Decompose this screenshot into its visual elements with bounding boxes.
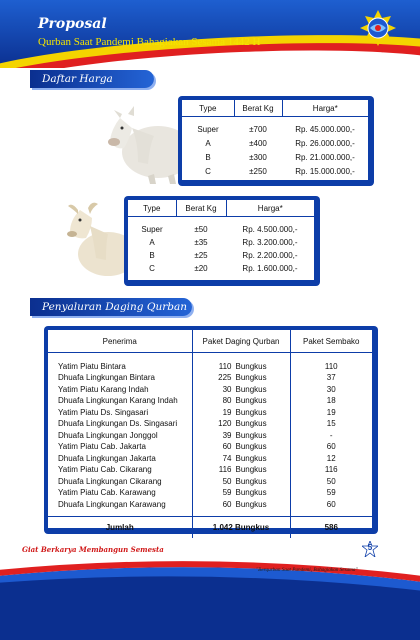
recipient-cell: Dhuafa Lingkungan Ds. Singasari [48,418,192,430]
weight-cell: ±400 [249,139,267,148]
meat-package-cell [192,372,290,384]
type-cell: B [205,153,211,162]
sembako-cell: - [329,430,333,440]
meat-package-cell [192,476,290,488]
meat-unit: Bungkus [235,384,267,394]
meat-unit: Bungkus [235,361,267,371]
recipient-cell: Yatim Piatu Cab. Cikarang [48,464,192,476]
weight-cell: ±700 [249,125,267,134]
sembako-cell: 30 [326,384,336,394]
table-row [48,499,372,511]
meat-count: 80 [222,396,232,406]
recipient-cell: Yatim Piatu Karang Indah [48,384,192,396]
meat-count: 225 [218,373,232,383]
footer-slogan: Giat Berkarya Membangun Semesta [22,545,164,554]
distribution-table [48,330,372,538]
meat-unit: Bungkus [235,407,267,417]
meat-package-cell [192,361,290,373]
type-cell: C [205,167,211,176]
table-row [48,453,372,465]
table-row [182,165,368,179]
sembako-cell: 18 [326,396,336,406]
meat-package-cell [192,441,290,453]
meat-count: 60 [222,442,232,452]
table-row [48,407,372,419]
total-row [48,516,372,538]
meat-package-cell [192,453,290,465]
sembako-cell: 59 [326,488,336,498]
meat-unit: Bungkus [235,488,267,498]
recipient-cell: Dhuafa Lingkungan Jonggol [48,430,192,442]
sembako-cell: 110 [324,361,338,371]
page-number: 5 [367,543,373,552]
meat-count: 120 [218,419,232,429]
price-cell: Rp. 15.000.000,- [295,167,355,176]
meat-package-cell [192,464,290,476]
meat-unit: Bungkus [235,419,267,429]
table-row [48,441,372,453]
type-cell: B [149,250,155,260]
meat-count: 59 [222,488,232,498]
price-cell: Rp. 4.500.000,- [242,224,298,234]
meat-unit: Bungkus [235,430,267,440]
cow-image [98,92,188,184]
sembako-cell: 37 [326,373,336,383]
meat-count: 39 [222,430,232,440]
meat-count: 74 [222,453,232,463]
distribution-table-panel [44,326,378,534]
cattle-table-header [182,100,368,117]
meat-count: 116 [218,465,232,475]
recipient-cell: Yatim Piatu Cab. Karawang [48,487,192,499]
sembako-cell: 12 [326,453,336,463]
meat-count: 60 [222,499,232,509]
meat-unit: Bungkus [235,442,267,452]
recipient-cell: Dhuafa Lingkungan Jakarta [48,453,192,465]
meat-unit: Bungkus [235,396,267,406]
total-sembako: 586 [290,516,372,538]
distribution-table-header [48,330,372,353]
recipient-cell: Yatim Piatu Ds. Singasari [48,407,192,419]
column-header: Harga* [226,200,314,217]
distribution-table-body [48,361,372,511]
column-header: Paket Daging Qurban [192,330,290,353]
column-header: Paket Sembako [290,330,372,353]
column-header: Type [128,200,176,217]
recipient-cell: Yatim Piatu Cab. Jakarta [48,441,192,453]
cattle-price-table [178,96,374,186]
footer-quote: "Berqurban Saat Pandemi, Bahagiakan Sesama" [256,567,358,573]
table-row [182,151,368,165]
table-row [182,137,368,151]
meat-unit: Bungkus [235,499,267,509]
sembako-cell: 19 [326,407,336,417]
column-header: Berat Kg [234,100,282,117]
table-row [48,430,372,442]
meat-unit: Bungkus [235,465,267,475]
organization-logo [356,8,400,56]
meat-package-cell [192,395,290,407]
table-row [128,249,314,262]
type-cell: A [149,237,155,247]
table-row [48,487,372,499]
meat-count: 50 [222,476,232,486]
sembako-cell: 15 [326,419,336,429]
weight-cell: ±35 [194,237,208,247]
table-row [128,236,314,249]
meat-unit: Bungkus [235,373,267,383]
weight-cell: ±50 [194,224,208,234]
price-cell: Rp. 3.200.000,- [242,237,298,247]
sembako-cell: 60 [326,499,336,509]
table-row [48,361,372,373]
sembako-cell: 116 [324,465,338,475]
goat-price-table [124,196,320,286]
recipient-cell: Dhuafa Lingkungan Cikarang [48,476,192,488]
total-label: Jumlah [48,516,192,538]
page-title: Proposal [38,16,107,32]
column-header: Penerima [48,330,192,353]
page-subtitle: Qurban Saat Pandemi Bahagiakan Sesama 1442 H [38,36,261,48]
column-header: Berat Kg [176,200,226,217]
type-cell: C [149,263,155,273]
meat-package-cell [192,430,290,442]
page-header [0,0,420,68]
goat-table-header [128,200,314,217]
type-cell: A [205,139,211,148]
column-header: Type [182,100,234,117]
type-cell: Super [141,224,163,234]
weight-cell: ±250 [249,167,267,176]
cattle-table [182,100,368,179]
meat-count: 30 [222,384,232,394]
section-title-price: Daftar Harga [30,70,154,88]
recipient-cell: Dhuafa Lingkungan Karang Indah [48,395,192,407]
meat-package-cell [192,499,290,511]
weight-cell: ±300 [249,153,267,162]
table-row [48,372,372,384]
weight-cell: ±20 [194,263,208,273]
table-row [48,395,372,407]
meat-count: 19 [222,407,232,417]
type-cell: Super [197,125,219,134]
sembako-cell: 60 [326,442,336,452]
price-cell: Rp. 1.600.000,- [242,263,298,273]
goat-table [128,200,314,275]
price-cell: Rp. 45.000.000,- [295,125,355,134]
table-row [128,262,314,275]
price-cell: Rp. 2.200.000,- [242,250,298,260]
meat-unit: Bungkus [235,476,267,486]
price-cell: Rp. 26.000.000,- [295,139,355,148]
table-row [48,418,372,430]
sembako-cell: 50 [326,476,336,486]
table-row [48,464,372,476]
meat-package-cell [192,407,290,419]
meat-unit: Bungkus [235,453,267,463]
logo-text: CERIA ALAMI INDONESIA [356,54,400,58]
table-row [48,384,372,396]
recipient-cell: Dhuafa Lingkungan Karawang [48,499,192,511]
total-meat: 1.042 Bungkus [192,516,290,538]
meat-count: 110 [218,361,232,371]
table-row [128,223,314,236]
meat-package-cell [192,418,290,430]
column-header: Harga* [282,100,368,117]
table-row [182,123,368,137]
price-cell: Rp. 21.000.000,- [295,153,355,162]
table-row [48,476,372,488]
weight-cell: ±25 [194,250,208,260]
section-title-distribution: Penyaluran Daging Qurban [30,298,192,316]
meat-package-cell [192,384,290,396]
recipient-cell: Dhuafa Lingkungan Bintara [48,372,192,384]
recipient-cell: Yatim Piatu Bintara [48,361,192,373]
meat-package-cell [192,487,290,499]
